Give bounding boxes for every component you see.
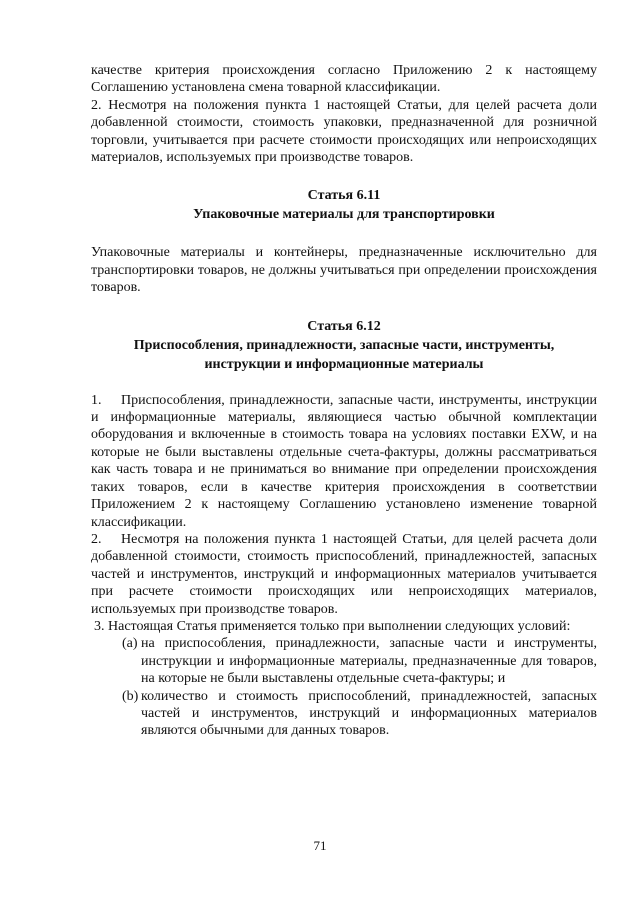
article-6-12-item-2	[91, 531, 597, 618]
sub-item-a-label: (a)	[122, 636, 138, 652]
sub-item-b-text: количество и стоимость приспособлений, принадлежностей, запасных частей и инструментов, инструкций и информационных материалов являются обычными для данных товаров.	[141, 688, 597, 739]
intro-paragraph-2: 2. Несмотря на положения пункта 1 настоящей Статьи, для целей расчета доли добавленной стоимости, стоимость упаковки, предназначенной для розничной торговли, учитывается при расчете стоимости происходящих или непроисходящих материалов, используемых при производстве товаров.	[91, 97, 597, 166]
article-6-11-text: Упаковочные материалы и контейнеры, предназначенные исключительно для транспортировки товаров, не должны учитываться при определении происхождения товаров.	[91, 245, 597, 296]
article-6-12-sub-item-a	[91, 635, 597, 687]
item-2-text: Несмотря на положения пункта 1 настоящей Статьи, для целей расчета доли добавленной стоимости, стоимость приспособлений, принадлежностей, запасных частей и инструментов, инструкций и информационных материалов учитывается при расчете стоимости происходящих или непроисходящих материалов, используемых при производстве товаров.	[91, 531, 597, 617]
document-body	[91, 62, 597, 740]
article-6-12-title-line-2: инструкции и информационные материалы	[204, 356, 484, 372]
article-6-12-number: Статья 6.12	[307, 318, 381, 334]
article-6-12-item-1	[91, 392, 597, 531]
sub-item-b-label: (b)	[122, 688, 139, 704]
article-6-11-number: Статья 6.11	[307, 188, 381, 204]
item-1-text: Приспособления, принадлежности, запасные части, инструменты, инструкции и информационные материалы, являющиеся частью обычной комплектации оборудования и включенные в стоимость товара на условиях поставки EXW, и на которые не были выставлены отдельные счета-фактуры, должны рассматриваться как часть товара и не приниматься во внимание при определении происхождения таких товаров, если в качестве критерия происхождения в соответствии Приложением 2 к настоящему Соглашению установлено изменение товарной классификации.	[91, 392, 597, 530]
article-6-11-title: Упаковочные материалы для транспортировки	[193, 207, 495, 223]
article-6-12-title-line-1: Приспособления, принадлежности, запасные части, инструменты,	[133, 337, 555, 353]
article-6-12-item-3: 3. Настоящая Статья применяется только при выполнении следующих условий:	[94, 618, 571, 634]
article-6-12-sub-item-b	[91, 688, 597, 740]
item-1-number: 1.	[91, 392, 102, 408]
intro-paragraph-continued: качестве критерия происхождения согласно Приложению 2 к настоящему Соглашению установлена смена товарной классификации.	[91, 63, 597, 96]
page-number: 71	[313, 838, 327, 853]
item-2-number: 2.	[91, 531, 102, 547]
sub-item-a-text: на приспособления, принадлежности, запасные части и инструменты, инструкции и информационные материалы, предназначенные для товаров, на которые не были выставлены отдельные счета-фактуры; и	[141, 636, 597, 687]
